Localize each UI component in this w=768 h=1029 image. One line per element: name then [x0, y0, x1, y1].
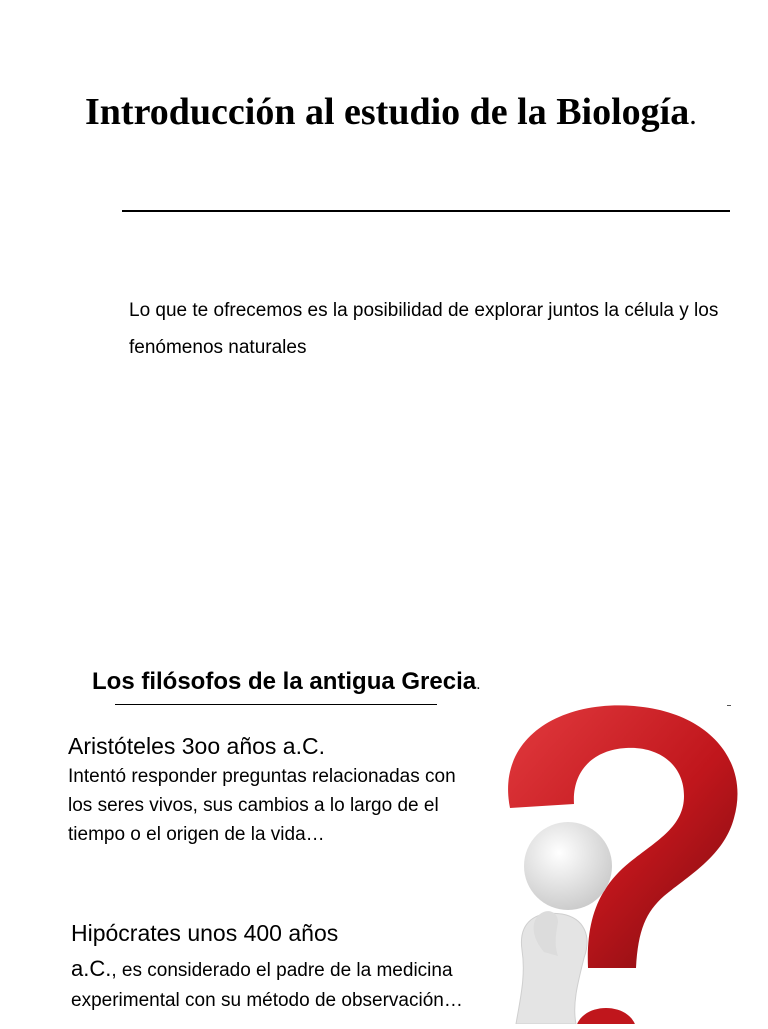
intro-paragraph: Lo que te ofrecemos es la posibilidad de explorar juntos la célula y los fenómenos naturales — [129, 300, 719, 358]
section-underline — [115, 704, 437, 705]
title-divider — [122, 210, 730, 212]
aristoteles-body: Intentó responder preguntas relacionadas con los seres vivos, sus cambios a lo largo de el tiempo o el origen de la vida… — [68, 766, 456, 845]
hipocrates-body: a.C., es considerado el padre de la medicina experimental con su método de observación… — [71, 956, 463, 1011]
question-mark-dot — [576, 1008, 636, 1024]
page-title: Introducción al estudio de la Biología. — [85, 91, 697, 133]
hipocrates-heading: Hipócrates unos 400 años — [71, 920, 339, 946]
figure-head — [524, 822, 612, 910]
aristoteles-heading: Aristóteles 3oo años a.C. — [68, 733, 325, 759]
section-heading: Los filósofos de la antigua Grecia. — [92, 668, 481, 695]
thinking-figure-question-mark-icon — [488, 700, 768, 1024]
